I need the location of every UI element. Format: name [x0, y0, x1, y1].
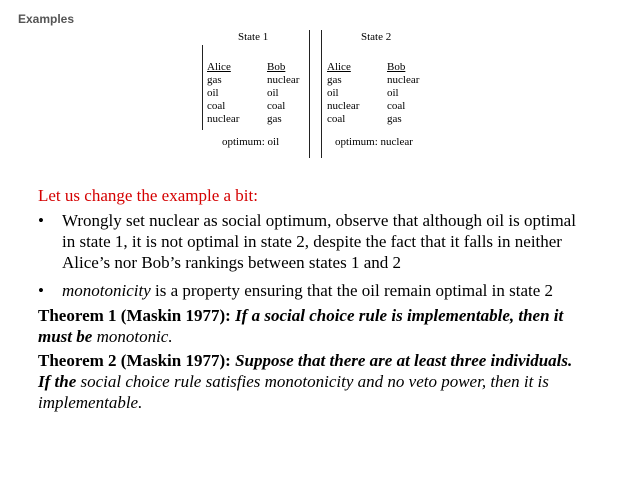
theorem-1 — [38, 305, 618, 347]
state-1-bob-rank-4: gas — [267, 113, 282, 125]
bullet-2-rest: is a property ensuring that the oil remain optimal in state 2 — [150, 281, 554, 300]
theorem-1-statement-2: must be — [38, 327, 93, 346]
state-2-bob-header: Bob — [387, 61, 406, 73]
state-2-bob-rank-3: coal — [387, 100, 406, 112]
state-1-title: State 1 — [238, 31, 269, 43]
state-2-title: State 2 — [361, 31, 392, 43]
state-1-bob-rank-3: coal — [267, 100, 286, 112]
state-2-optimum: optimum: nuclear — [335, 136, 413, 148]
bullet-1-line-3: Alice’s nor Bob’s rankings between states 1 and 2 — [62, 253, 401, 272]
theorem-1-line-2 — [38, 326, 618, 347]
theorem-2-statement-2: If the — [38, 372, 77, 391]
theorem-1-line-1 — [38, 305, 618, 326]
state-1-alice-header: Alice — [207, 61, 231, 73]
theorem-2-statement-1: Suppose that there are at least three individuals. — [235, 351, 573, 370]
state-1-alice-column — [207, 61, 239, 126]
state-2-alice-header: Alice — [327, 61, 351, 73]
theorem-1-tail: monotonic. — [92, 327, 173, 346]
state-2-alice-column — [327, 61, 359, 126]
theorem-2-tail-1: social choice rule satisfies monotonicity and no veto power, then it is — [76, 372, 549, 391]
state-2-bob-column — [387, 61, 419, 126]
state-1-bob-rank-1: nuclear — [267, 74, 300, 86]
theorem-1-lead: Theorem 1 (Maskin 1977): — [38, 306, 236, 325]
theorem-1-statement-1: If a social choice rule is implementable, then it — [235, 306, 564, 325]
state-1-bob-column — [267, 61, 299, 126]
bullet-1 — [38, 210, 618, 274]
theorem-2-line-1 — [38, 350, 618, 371]
state-2-bob-rank-4: gas — [387, 113, 402, 125]
state-1-left-rule — [202, 45, 203, 130]
state-1-bob-header: Bob — [267, 61, 286, 73]
state-1-alice-rank-4: nuclear — [207, 113, 240, 125]
state-2-bob-rank-2: oil — [387, 87, 399, 99]
state-2-alice-rank-3: nuclear — [327, 100, 360, 112]
bullet-1-line-1: Wrongly set nuclear as social optimum, observe that although oil is optimal — [62, 211, 576, 230]
state-2-alice-rank-2: oil — [327, 87, 339, 99]
bullet-1-line-2: in state 1, it is not optimal in state 2, despite the fact that it falls in neither — [62, 232, 562, 251]
intro-line: Let us change the example a bit: — [38, 186, 258, 205]
bullet-2-dot: • — [38, 281, 44, 300]
theorem-2-line-2 — [38, 371, 618, 392]
bullet-1-dot: • — [38, 211, 44, 230]
state-2-alice-rank-4: coal — [327, 113, 346, 125]
theorem-2-line-3 — [38, 392, 618, 413]
theorem-2-tail-2: implementable. — [38, 393, 143, 412]
theorem-2 — [38, 350, 618, 413]
state-1-alice-rank-1: gas — [207, 74, 222, 86]
state-1-optimum: optimum: oil — [222, 136, 280, 148]
state-1-bob-rank-2: oil — [267, 87, 279, 99]
state-2-alice-rank-1: gas — [327, 74, 342, 86]
bullet-2 — [38, 280, 618, 302]
bullet-2-text — [62, 280, 553, 301]
state-1-right-rule — [309, 30, 310, 158]
state-2-left-rule — [321, 30, 322, 158]
monotonicity-term: monotonicity — [62, 281, 151, 300]
state-1-alice-rank-3: coal — [207, 100, 226, 112]
state-2-bob-rank-1: nuclear — [387, 74, 420, 86]
theorem-2-lead: Theorem 2 (Maskin 1977): — [38, 351, 236, 370]
section-label: Examples — [18, 12, 75, 26]
state-1-alice-rank-2: oil — [207, 87, 219, 99]
